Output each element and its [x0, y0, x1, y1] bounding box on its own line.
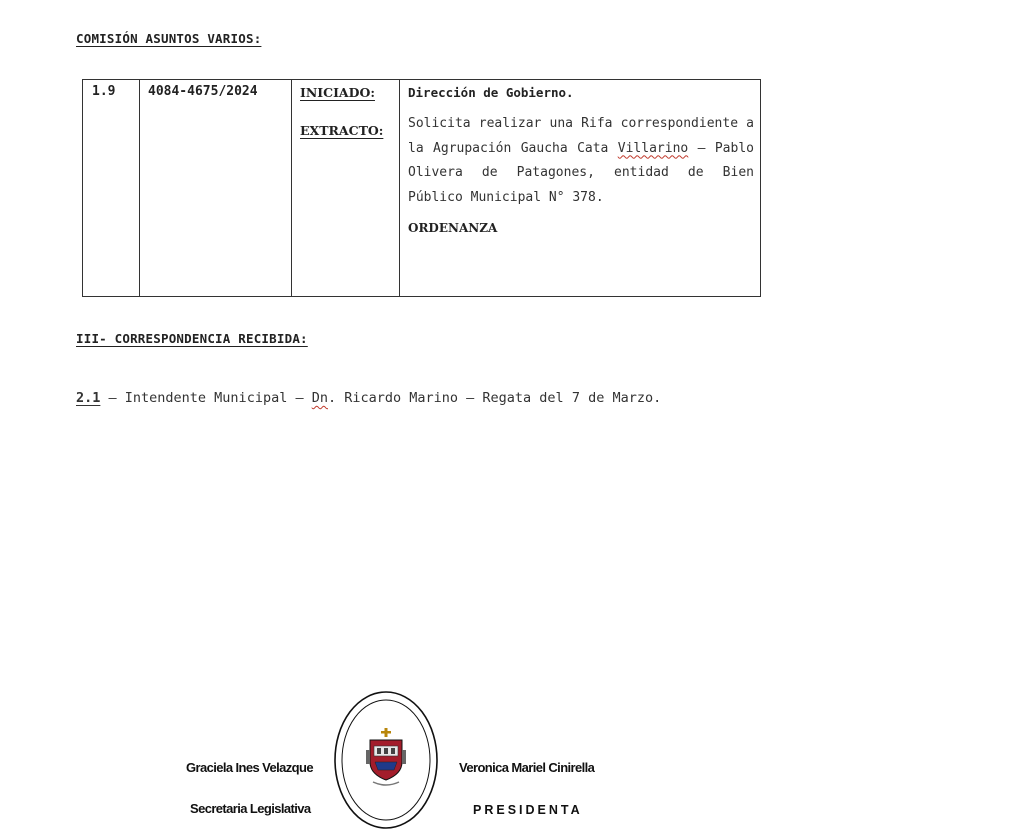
extracto-text [408, 112, 754, 210]
signature-right-role: PRESIDENTA [473, 803, 583, 817]
extracto-label: EXTRACTO: [300, 123, 384, 138]
content-cell [400, 80, 761, 297]
signature-right-name: Veronica Mariel Cinirella [459, 760, 595, 775]
section-title-correspondencia: III- CORRESPONDENCIA RECIBIDA: [76, 331, 308, 346]
correspondencia-spellcheck-word: Dn [311, 390, 328, 406]
correspondencia-item [76, 390, 661, 406]
correspondencia-text-part1: – Intendente Municipal – [100, 390, 312, 406]
extracto-text-part2: – Pablo Olivera de Patagones, entidad de Bien Público Municipal N° 378. [408, 140, 754, 205]
expediente-number: 4084-4675/2024 [148, 84, 258, 99]
iniciado-value: Dirección de Gobierno. [408, 85, 574, 100]
signature-left-name: Graciela Ines Velazque [186, 760, 313, 775]
labels-cell [292, 80, 400, 297]
official-seal [333, 690, 439, 830]
coat-of-arms-icon [366, 728, 406, 785]
item-number-cell [83, 80, 140, 297]
item-number: 1.9 [92, 84, 116, 99]
correspondencia-text-part2: . Ricardo Marino – Regata del 7 de Marzo. [327, 390, 662, 406]
table-row [83, 80, 761, 297]
signature-left-role: Secretaria Legislativa [190, 801, 311, 816]
correspondencia-number: 2.1 [76, 390, 101, 406]
expediente-number-cell [140, 80, 292, 297]
section-title-comision: COMISIÓN ASUNTOS VARIOS: [76, 31, 262, 46]
ordenanza-label: ORDENANZA [408, 221, 498, 235]
extracto-text-spellcheck-word: Villarino [617, 140, 689, 156]
extracto-text-part1: Solicita realizar una Rifa correspondiente a la Agrupación Gaucha Cata [408, 116, 754, 156]
expediente-table [82, 79, 761, 297]
iniciado-label: INICIADO: [300, 85, 375, 100]
